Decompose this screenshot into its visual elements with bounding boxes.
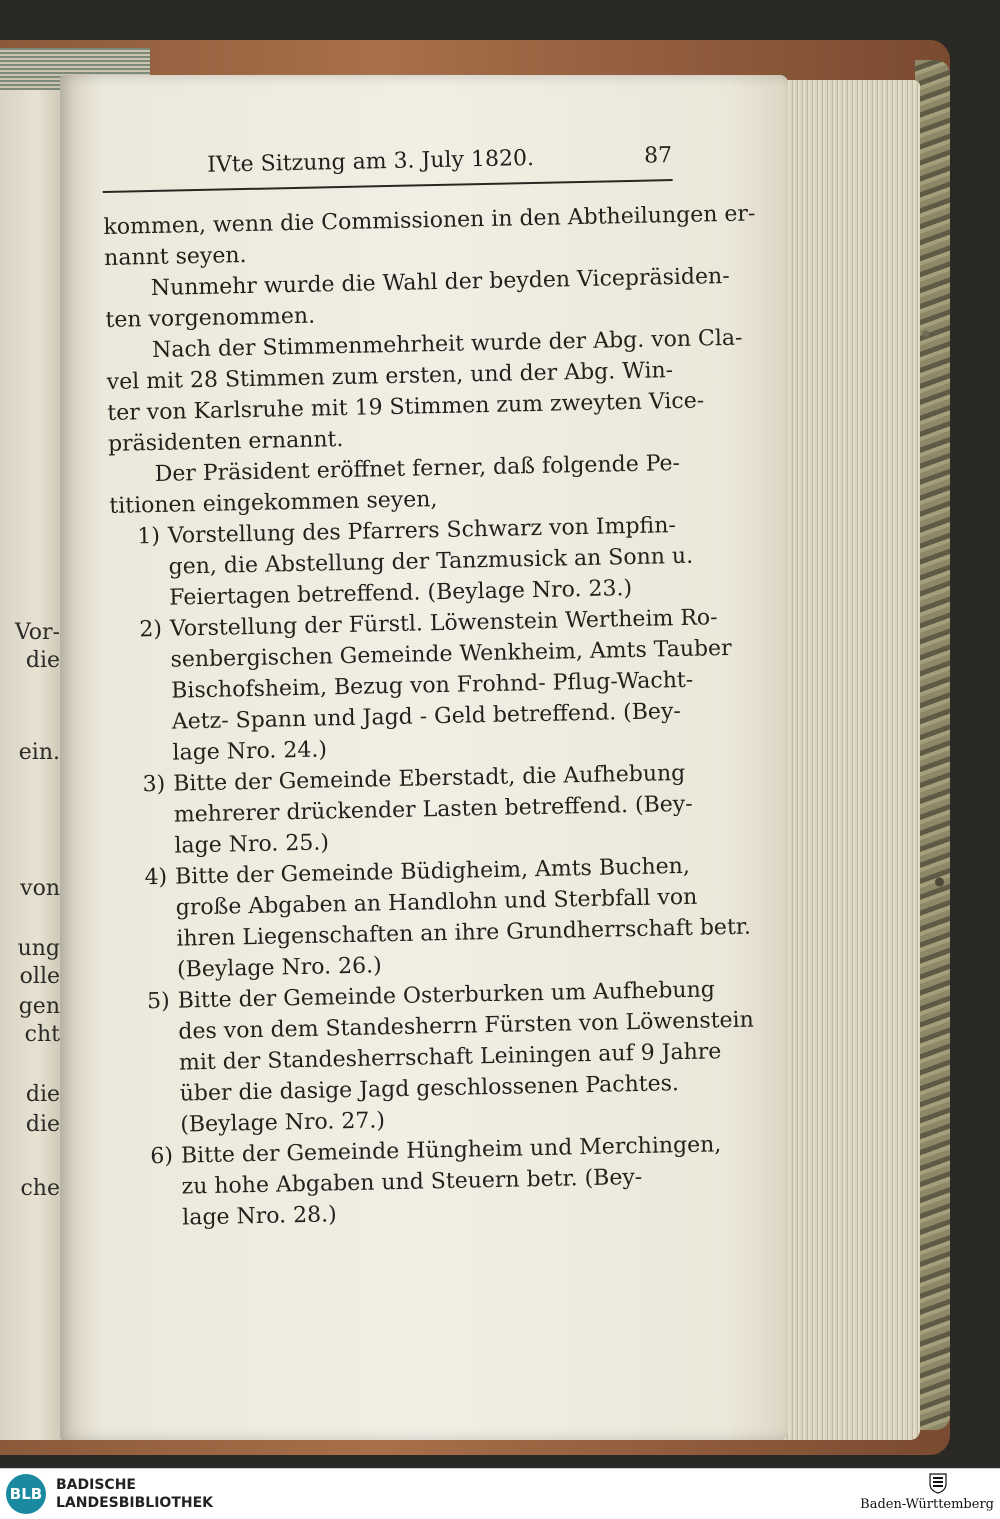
item-line: Bischofsheim, Bezug von Frohnd- Pflug-Wacht-: [170, 667, 694, 704]
text-line: titionen eingekommen seyen,: [109, 487, 438, 519]
left-page-fragment: die: [25, 648, 60, 673]
item-number: 1): [137, 523, 161, 550]
left-page-fragment: cht: [24, 1022, 60, 1047]
item-line: senbergischen Gemeinde Wenkheim, Amts Tauber: [170, 635, 732, 673]
item-line: Vorstellung des Pfarrers Schwarz von Impfin-: [167, 513, 677, 549]
marbled-edge: [915, 60, 950, 1430]
left-page-fragment: ung: [17, 936, 60, 961]
item-line: über die dasige Jagd geschlossenen Pachtes.: [179, 1071, 680, 1107]
page-edges: [775, 80, 920, 1440]
left-page-fragment: olle: [19, 964, 60, 989]
text-line: kommen, wenn die Commissionen in den Abtheilungen er-: [103, 201, 756, 240]
item-line: lage Nro. 25.): [174, 830, 330, 859]
item-line: zu hohe Abgaben und Steuern betr. (Bey-: [181, 1164, 643, 1200]
text-line: Nunmehr wurde die Wahl der beyden Vicepräsiden-: [150, 263, 730, 302]
left-page-fragment: gen: [18, 994, 60, 1019]
item-line: Bitte der Gemeinde Eberstadt, die Aufhebung: [172, 760, 686, 797]
item-line: mit der Standesherrschaft Leiningen auf 9 Jahre: [178, 1039, 722, 1076]
item-line: des von dem Standesherrn Fürsten von Löwenstein: [178, 1007, 755, 1045]
crest-icon: [929, 1472, 947, 1494]
item-line: Bitte der Gemeinde Hüngheim und Merchingen,: [180, 1132, 722, 1169]
item-number: 4): [144, 864, 168, 891]
text-line: ter von Karlsruhe mit 19 Stimmen zum zweyten Vice-: [107, 388, 705, 426]
text-line: Der Präsident eröffnet ferner, daß folgende Pe-: [154, 450, 681, 487]
left-page-fragment: die: [25, 1112, 60, 1137]
item-line: (Beylage Nro. 27.): [180, 1108, 386, 1138]
item-number: 5): [146, 988, 170, 1015]
left-page-fragment: che: [20, 1176, 60, 1201]
item-line: Bitte der Gemeinde Büdigheim, Amts Buchen,: [174, 853, 691, 890]
item-line: gen, die Abstellung der Tanzmusick an Sonn u.: [168, 543, 694, 580]
page-number: 87: [643, 143, 673, 169]
left-page: [0, 90, 62, 1440]
state-name: Baden-Württemberg: [860, 1497, 994, 1512]
item-number: 2): [139, 616, 163, 643]
item-line: Feiertagen betreffend. (Beylage Nro. 23.): [169, 575, 633, 611]
left-page-fragment: Vor-: [14, 620, 60, 645]
blb-logo-icon[interactable]: BLB: [6, 1474, 46, 1514]
item-line: Vorstellung der Fürstl. Löwenstein Wertheim Ro-: [169, 605, 718, 642]
running-head: IVte Sitzung am 3. July 1820.: [206, 145, 535, 178]
item-line: ihren Liegenschaften an ihre Grundherrschaft betr.: [176, 914, 752, 952]
text-line: Nach der Stimmenmehrheit wurde der Abg. von Cla-: [151, 325, 743, 363]
item-line: lage Nro. 24.): [172, 737, 328, 766]
library-name-line1: BADISCHE: [56, 1477, 136, 1493]
footer-bar: [0, 1468, 1000, 1519]
item-line: mehrerer drückender Lasten betreffend. (Bey-: [173, 791, 693, 828]
item-number: 6): [150, 1143, 174, 1170]
text-line: ten vorgenommen.: [105, 303, 316, 333]
left-page-fragment: die: [25, 1082, 60, 1107]
item-line: große Abgaben an Handlohn und Sterbfall von: [175, 884, 698, 921]
library-name-line2: LANDESBIBLIOTHEK: [56, 1495, 214, 1511]
text-line: vel mit 28 Stimmen zum ersten, und der Abg. Win-: [106, 358, 674, 395]
library-name[interactable]: [56, 1476, 213, 1512]
item-line: lage Nro. 28.): [182, 1202, 337, 1231]
item-line: Bitte der Gemeinde Osterburken um Aufhebung: [177, 977, 716, 1014]
left-page-fragment: ein.: [18, 740, 60, 765]
text-line: nannt seyen.: [103, 242, 247, 271]
item-number: 3): [142, 771, 166, 798]
left-page-fragment: von: [20, 876, 60, 901]
text-line: präsidenten ernannt.: [107, 427, 344, 457]
item-line: Aetz- Spann und Jagd - Geld betreffend. (Bey-: [171, 699, 682, 735]
item-line: (Beylage Nro. 26.): [176, 953, 382, 983]
